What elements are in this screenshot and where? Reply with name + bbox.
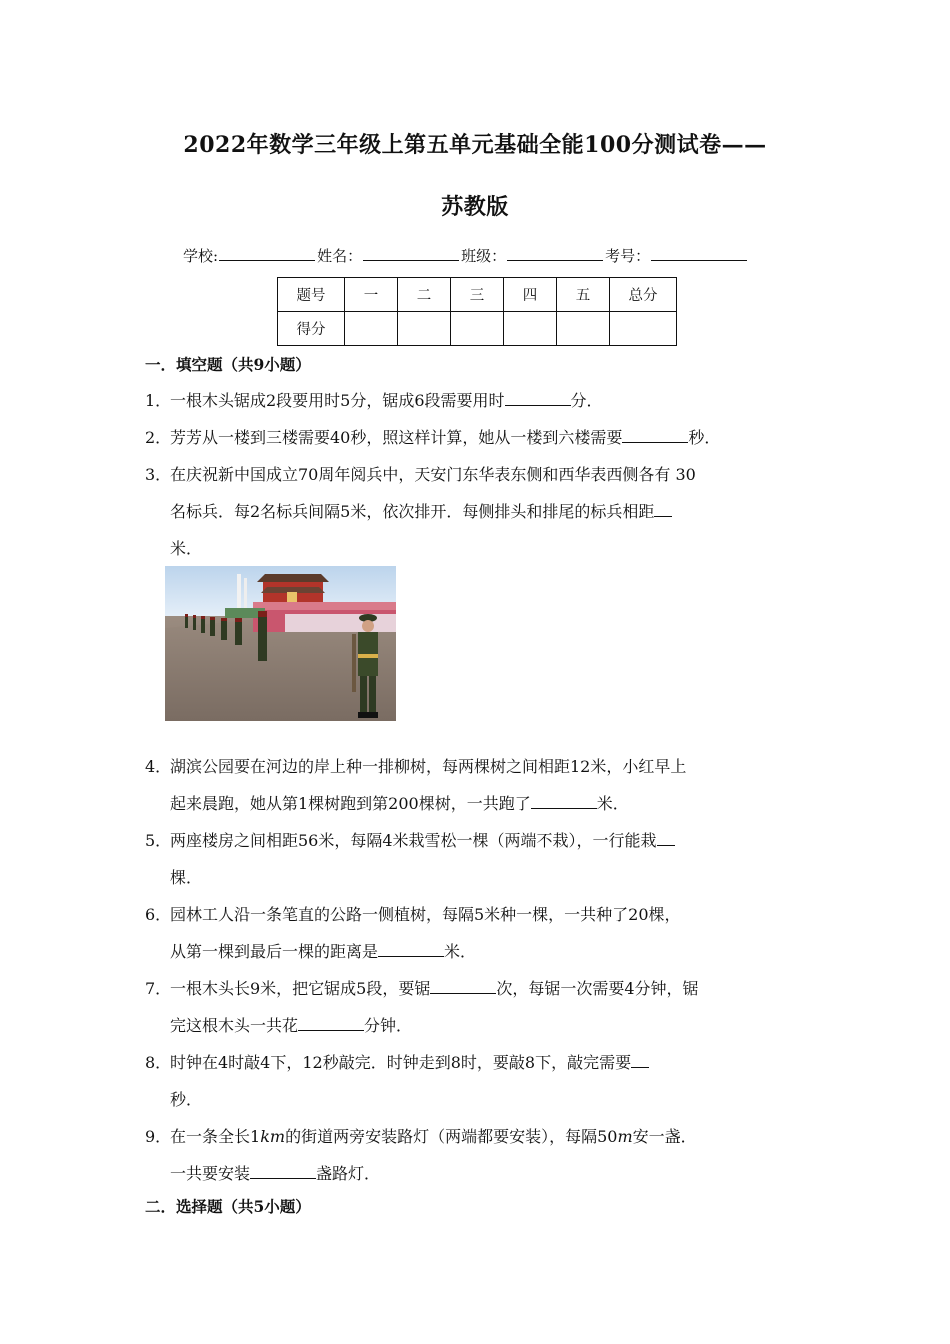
question-text: 分． xyxy=(570,391,603,410)
answer-blank[interactable] xyxy=(378,936,444,957)
school-label: 学校: xyxy=(183,247,219,265)
question-text: 一共要安装 xyxy=(170,1164,251,1183)
class-field[interactable] xyxy=(507,245,603,261)
answer-blank[interactable] xyxy=(622,422,688,443)
question-text: 完这根木头一共花 xyxy=(170,1016,299,1035)
question-text: 一根木头锯成2段要用时5分，锯成6段需要用时 xyxy=(170,391,505,410)
question-text: 时钟在4时敲4下，12秒敲完．时钟走到8时，要敲8下，敲完需要 xyxy=(170,1053,632,1072)
score-cell[interactable] xyxy=(504,312,557,346)
question-text: 分钟． xyxy=(364,1016,413,1035)
question-6 xyxy=(145,896,810,970)
question-3 xyxy=(145,456,810,567)
school-field[interactable] xyxy=(219,245,315,261)
question-number: 5． xyxy=(145,831,172,850)
score-header-cell: 四 xyxy=(504,278,557,312)
exam-no-label: 考号： xyxy=(605,247,651,265)
question-7 xyxy=(145,970,810,1044)
score-table xyxy=(277,277,677,346)
question-2 xyxy=(145,419,810,456)
score-header-cell: 五 xyxy=(557,278,610,312)
question-text: 湖滨公园要在河边的岸上种一排柳树，每两棵树之间相距12米，小红早上 xyxy=(170,757,687,776)
question-text: 园林工人沿一条笔直的公路一侧植树，每隔5米种一棵，一共种了20棵， xyxy=(170,905,681,924)
answer-blank[interactable] xyxy=(657,825,675,846)
score-table-score-row xyxy=(278,312,677,346)
question-8 xyxy=(145,1044,810,1118)
answer-blank[interactable] xyxy=(250,1158,316,1179)
unit-m: m xyxy=(617,1127,633,1146)
answer-blank[interactable] xyxy=(654,496,672,517)
name-field[interactable] xyxy=(363,245,459,261)
answer-blank[interactable] xyxy=(531,788,597,809)
title-line-2: 苏教版 xyxy=(441,194,509,220)
question-5 xyxy=(145,822,810,896)
parade-photo xyxy=(165,566,396,721)
answer-blank[interactable] xyxy=(631,1047,649,1068)
question-number: 7． xyxy=(145,979,172,998)
question-number: 1． xyxy=(145,391,172,410)
question-text: 在庆祝新中国成立70周年阅兵中，天安门东华表东侧和西华表西侧各有 30 xyxy=(170,465,696,484)
question-text: 从第一棵到最后一棵的距离是 xyxy=(170,942,379,961)
student-info xyxy=(183,245,749,266)
score-cell[interactable] xyxy=(610,312,677,346)
score-table-header-row xyxy=(278,278,677,312)
question-text: 起来晨跑，她从第1棵树跑到第200棵树，一共跑了 xyxy=(170,794,531,813)
score-header-cell: 二 xyxy=(398,278,451,312)
score-cell[interactable] xyxy=(345,312,398,346)
question-text: 次，每锯一次需要4分钟，锯 xyxy=(496,979,699,998)
question-text: 秒． xyxy=(170,1090,203,1109)
score-header-cell: 题号 xyxy=(278,278,345,312)
question-text: 米． xyxy=(444,942,477,961)
section-choice-heading: 二．选择题（共5小题） xyxy=(145,1197,311,1216)
question-text: 安一盏． xyxy=(632,1127,697,1146)
question-text: 在一条全长1 xyxy=(170,1127,261,1146)
question-number: 8． xyxy=(145,1053,172,1072)
question-number: 2． xyxy=(145,428,172,447)
score-cell[interactable] xyxy=(451,312,504,346)
question-text: 秒． xyxy=(688,428,721,447)
score-header-cell: 三 xyxy=(451,278,504,312)
question-text: 的街道两旁安装路灯（两端都要安装），每隔50 xyxy=(285,1127,618,1146)
question-4 xyxy=(145,748,810,822)
question-text: 盏路灯． xyxy=(316,1164,381,1183)
class-label: 班级： xyxy=(461,247,507,265)
question-text: 一根木头长9米，把它锯成5段，要锯 xyxy=(170,979,431,998)
section-fill-in-heading: 一．填空题（共9小题） xyxy=(145,355,311,374)
answer-blank[interactable] xyxy=(505,385,571,406)
answer-blank[interactable] xyxy=(298,1010,364,1031)
question-9 xyxy=(145,1118,810,1192)
answer-blank[interactable] xyxy=(430,973,496,994)
question-text: 芳芳从一楼到三楼需要40秒，照这样计算，她从一楼到六楼需要 xyxy=(170,428,623,447)
score-header-cell: 总分 xyxy=(610,278,677,312)
question-number: 3． xyxy=(145,465,172,484)
score-row-label: 得分 xyxy=(278,312,345,346)
question-text: 名标兵．每2名标兵间隔5米，依次排开．每侧排头和排尾的标兵相距 xyxy=(170,502,655,521)
question-text: 两座楼房之间相距56米，每隔4米栽雪松一棵（两端不栽），一行能栽 xyxy=(170,831,657,850)
question-text: 米． xyxy=(170,539,203,558)
question-text: 棵． xyxy=(170,868,203,887)
question-1 xyxy=(145,382,810,419)
score-header-cell: 一 xyxy=(345,278,398,312)
question-number: 6． xyxy=(145,905,172,924)
score-cell[interactable] xyxy=(557,312,610,346)
question-text: 米． xyxy=(596,794,629,813)
unit-km: km xyxy=(260,1127,286,1146)
score-cell[interactable] xyxy=(398,312,451,346)
honor-guard-image xyxy=(165,566,396,721)
question-number: 9． xyxy=(145,1127,172,1146)
question-number: 4． xyxy=(145,757,172,776)
title-line-1: 2022年数学三年级上第五单元基础全能100分测试卷—— xyxy=(183,132,767,158)
name-label: 姓名： xyxy=(317,247,363,265)
exam-no-field[interactable] xyxy=(651,245,747,261)
